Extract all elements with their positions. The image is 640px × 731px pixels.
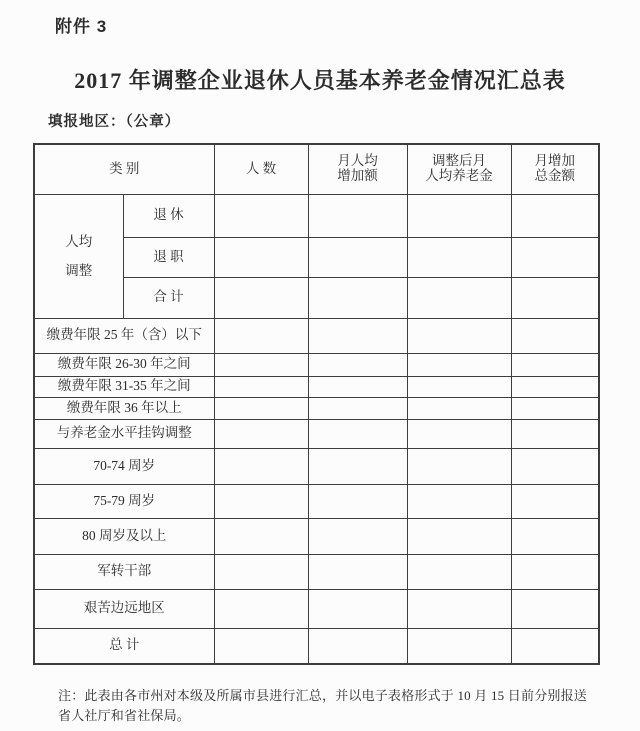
data-cell [308, 448, 407, 484]
header-headcount-cell: 人 数 [214, 144, 308, 194]
data-cell [407, 277, 511, 318]
header-line: 月增加 [534, 153, 575, 169]
data-cell [308, 318, 407, 353]
data-cell [511, 318, 599, 353]
header-total-increase-cell [511, 144, 599, 194]
data-cell [308, 589, 407, 628]
footnote-line: 注：此表由各市州对本级及所属市县进行汇总，并以电子表格形式于 10 月 15 日前分别报送 [58, 688, 588, 703]
table-row [34, 376, 599, 397]
data-cell [407, 318, 511, 353]
data-cell [308, 554, 407, 589]
row-label: 缴费年限 36 年以上 [34, 397, 214, 419]
footnote [58, 686, 598, 726]
table-row [34, 628, 599, 664]
table-row [34, 353, 599, 376]
data-cell [308, 277, 407, 318]
data-cell [407, 484, 511, 518]
sub-row-label: 合 计 [123, 277, 214, 318]
table-row [34, 484, 599, 518]
data-cell [511, 376, 599, 397]
pension-summary-table [33, 143, 600, 665]
data-cell [511, 448, 599, 484]
region-label: 填报地区：（公章） [48, 114, 181, 130]
data-cell [407, 376, 511, 397]
row-label: 与养老金水平挂钩调整 [34, 419, 214, 448]
table-header-row [34, 144, 599, 194]
footnote-line: 省人社厅和省社保局。 [58, 708, 191, 723]
group-label-line: 调整 [65, 263, 93, 278]
header-line: 增加额 [337, 168, 378, 184]
data-cell [214, 484, 308, 518]
row-label: 80 周岁及以上 [34, 518, 214, 554]
data-cell [308, 518, 407, 554]
sub-row-label: 退 休 [123, 194, 214, 237]
table-row [34, 194, 599, 237]
data-cell [407, 353, 511, 376]
data-cell [511, 194, 599, 237]
row-label: 军转干部 [34, 554, 214, 589]
row-label: 总 计 [34, 628, 214, 664]
data-cell [308, 353, 407, 376]
data-cell [511, 353, 599, 376]
data-cell [407, 518, 511, 554]
header-line: 人均养老金 [425, 168, 493, 184]
row-label: 艰苦边远地区 [34, 589, 214, 628]
data-cell [214, 589, 308, 628]
data-cell [214, 419, 308, 448]
data-cell [511, 277, 599, 318]
data-cell [511, 589, 599, 628]
data-cell [308, 484, 407, 518]
header-adjusted-pension-cell [407, 144, 511, 194]
row-label: 缴费年限 31-35 年之间 [34, 376, 214, 397]
data-cell [407, 448, 511, 484]
data-cell [308, 397, 407, 419]
data-cell [214, 628, 308, 664]
data-cell [308, 419, 407, 448]
data-cell [308, 376, 407, 397]
header-line: 调整后月 [432, 153, 486, 169]
data-cell [511, 628, 599, 664]
sub-row-label: 退 职 [123, 237, 214, 277]
row-label: 75-79 周岁 [34, 484, 214, 518]
table-row [34, 554, 599, 589]
attachment-label: 附件 3 [55, 17, 108, 36]
data-cell [214, 397, 308, 419]
row-label: 70-74 周岁 [34, 448, 214, 484]
data-cell [214, 194, 308, 237]
data-cell [407, 194, 511, 237]
data-cell [511, 484, 599, 518]
header-line: 月人均 [337, 153, 378, 169]
data-cell [511, 397, 599, 419]
table-row [34, 419, 599, 448]
data-cell [407, 237, 511, 277]
data-cell [407, 397, 511, 419]
data-cell [214, 376, 308, 397]
data-cell [407, 589, 511, 628]
data-cell [511, 554, 599, 589]
header-line: 总金额 [534, 168, 575, 184]
data-cell [511, 419, 599, 448]
data-cell [308, 237, 407, 277]
data-cell [407, 419, 511, 448]
table-row [34, 589, 599, 628]
table-row [34, 318, 599, 353]
data-cell [214, 518, 308, 554]
header-monthly-increase-cell [308, 144, 407, 194]
group-label-cell [34, 194, 123, 318]
data-cell [214, 318, 308, 353]
table-row [34, 448, 599, 484]
data-cell [407, 554, 511, 589]
data-cell [308, 194, 407, 237]
group-label-line: 人均 [65, 233, 93, 249]
data-cell [308, 628, 407, 664]
page-title: 2017 年调整企业退休人员基本养老金情况汇总表 [74, 68, 566, 93]
table-row [34, 518, 599, 554]
data-cell [407, 628, 511, 664]
data-cell [214, 353, 308, 376]
row-label: 缴费年限 25 年（含）以下 [34, 318, 214, 353]
data-cell [511, 237, 599, 277]
header-category-cell: 类 别 [34, 144, 214, 194]
data-cell [214, 554, 308, 589]
table-row [34, 397, 599, 419]
data-cell [214, 448, 308, 484]
data-cell [214, 277, 308, 318]
data-cell [511, 518, 599, 554]
data-cell [214, 237, 308, 277]
row-label: 缴费年限 26-30 年之间 [34, 353, 214, 376]
